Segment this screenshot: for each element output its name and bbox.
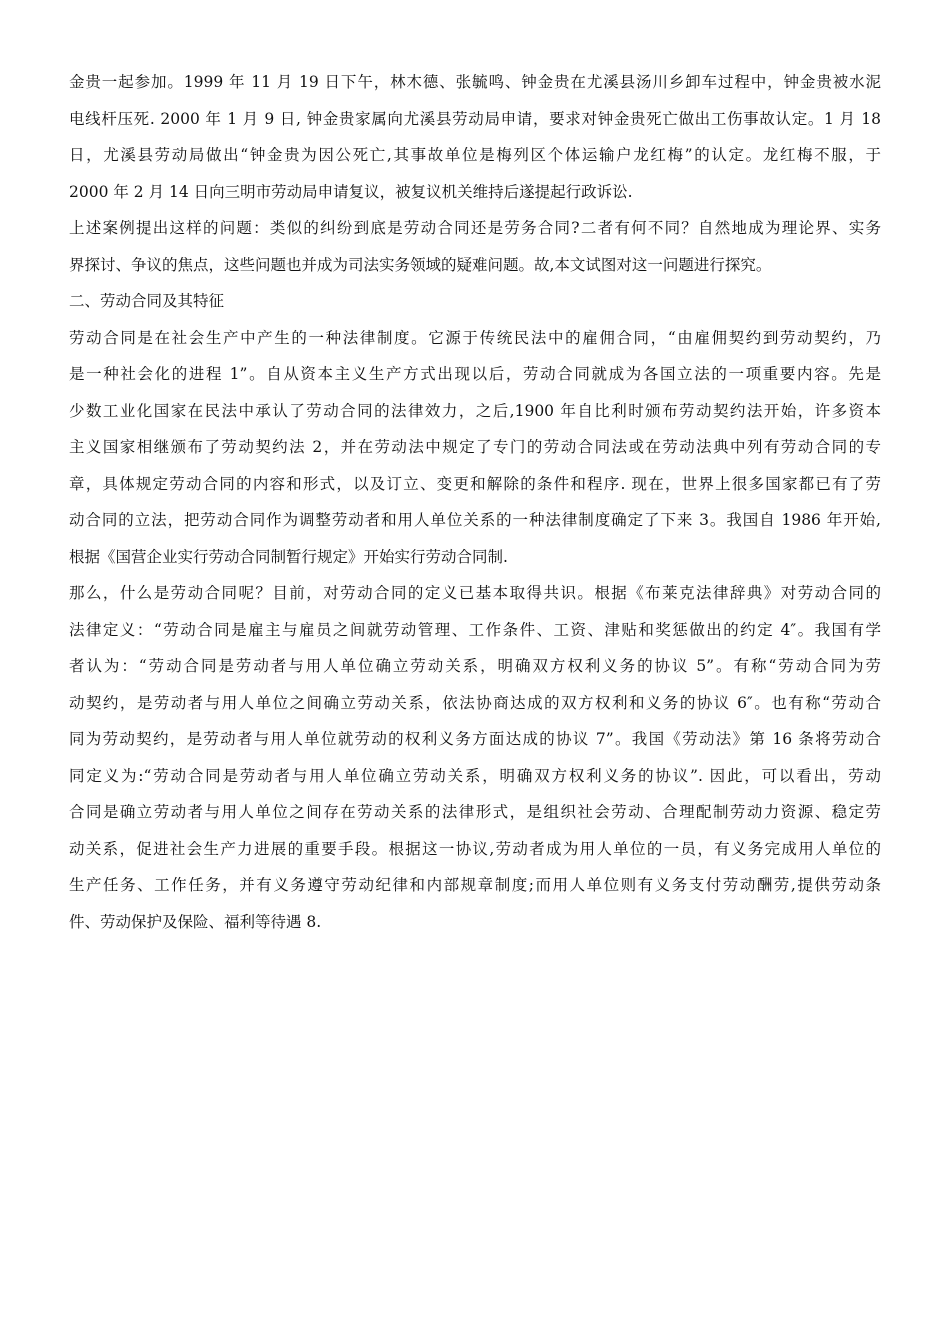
text-line: 动关系，促进社会生产力进展的重要手段。根据这一协议,劳动者成为用人单位的一员，有义务完成用人单位的 bbox=[69, 839, 881, 858]
paragraph-case-facts bbox=[69, 64, 881, 210]
section-heading bbox=[69, 283, 881, 320]
paragraph-labor-contract-definition bbox=[69, 575, 881, 940]
text-line: 动合同的立法，把劳动合同作为调整劳动者和用人单位关系的一种法律制度确定了下来 3。我国自 1986 年开始, bbox=[69, 511, 881, 529]
text-line: 少数工业化国家在民法中承认了劳动合同的法律效力，之后,1900 年自比利时颁布劳动契约法开始，许多资本 bbox=[69, 401, 881, 420]
text-line: 章，具体规定劳动合同的内容和形式，以及订立、变更和解除的条件和程序. 现在，世界上很多国家都已有了劳 bbox=[69, 474, 881, 493]
text-line: 合同是确立劳动者与用人单位之间存在劳动关系的法律形式，是组织社会劳动、合理配制劳动力资源、稳定劳 bbox=[69, 803, 881, 821]
text-line: 同定义为:“劳动合同是劳动者与用人单位确立劳动关系，明确双方权利义务的协议”. 因此，可以看出，劳动 bbox=[69, 766, 881, 785]
text-line: 是一种社会化的进程 1”。自从资本主义生产方式出现以后，劳动合同就成为各国立法的一项重要内容。先是 bbox=[69, 365, 881, 383]
text-line: 上述案例提出这样的问题：类似的纠纷到底是劳动合同还是劳务合同?二者有何不同？自然地成为理论界、实务 bbox=[69, 219, 881, 237]
text-line: 日，尤溪县劳动局做出“钟金贵为因公死亡,其事故单位是梅列区个体运输户龙红梅”的认定。龙红梅不服，于 bbox=[69, 146, 881, 164]
text-line: 件、劳动保护及保险、福利等待遇 8. bbox=[69, 912, 322, 931]
text-line: 法律定义：“劳动合同是雇主与雇员之间就劳动管理、工作条件、工资、津贴和奖惩做出的约定 4″。我国有学 bbox=[69, 620, 881, 639]
text-line: 界探讨、争议的焦点，这些问题也并成为司法实务领域的疑难问题。故,本文试图对这一问题进行探究。 bbox=[69, 255, 772, 274]
document-body bbox=[69, 64, 881, 940]
paragraph-labor-contract-origin bbox=[69, 320, 881, 576]
text-line: 2000 年 2 月 14 日向三明市劳动局申请复议，被复议机关维持后遂提起行政诉讼. bbox=[69, 182, 633, 201]
text-line: 金贵一起参加。1999 年 11 月 19 日下午，林木德、张毓鸣、钟金贵在尤溪县汤川乡卸车过程中，钟金贵被水泥 bbox=[69, 73, 881, 91]
text-line: 那么，什么是劳动合同呢？目前，对劳动合同的定义已基本取得共识。根据《布莱克法律辞典》对劳动合同的 bbox=[69, 584, 881, 602]
text-line: 根据《国营企业实行劳动合同制暂行规定》开始实行劳动合同制. bbox=[69, 547, 508, 566]
section-heading-text: 二、劳动合同及其特征 bbox=[69, 292, 225, 310]
paragraph-question bbox=[69, 210, 881, 283]
text-line: 同为劳动契约，是劳动者与用人单位就劳动的权利义务方面达成的协议 7”。我国《劳动法》第 16 条将劳动合 bbox=[69, 730, 881, 748]
text-line: 者认为：“劳动合同是劳动者与用人单位确立劳动关系，明确双方权利义务的协议 5”。有称“劳动合同为劳 bbox=[69, 657, 881, 675]
text-line: 生产任务、工作任务，并有义务遵守劳动纪律和内部规章制度;而用人单位则有义务支付劳动酬劳,提供劳动条 bbox=[69, 876, 881, 894]
text-line: 主义国家相继颁布了劳动契约法 2，并在劳动法中规定了专门的劳动合同法或在劳动法典中列有劳动合同的专 bbox=[69, 438, 881, 456]
text-line: 电线杆压死. 2000 年 1 月 9 日, 钟金贵家属向尤溪县劳动局申请，要求对钟金贵死亡做出工伤事故认定。1 月 18 bbox=[69, 109, 881, 128]
text-line: 劳动合同是在社会生产中产生的一种法律制度。它源于传统民法中的雇佣合同，“由雇佣契约到劳动契约，乃 bbox=[69, 328, 881, 347]
text-line: 动契约，是劳动者与用人单位之间确立劳动关系，依法协商达成的双方权利和义务的协议 6″。也有称“劳动合 bbox=[69, 693, 881, 712]
